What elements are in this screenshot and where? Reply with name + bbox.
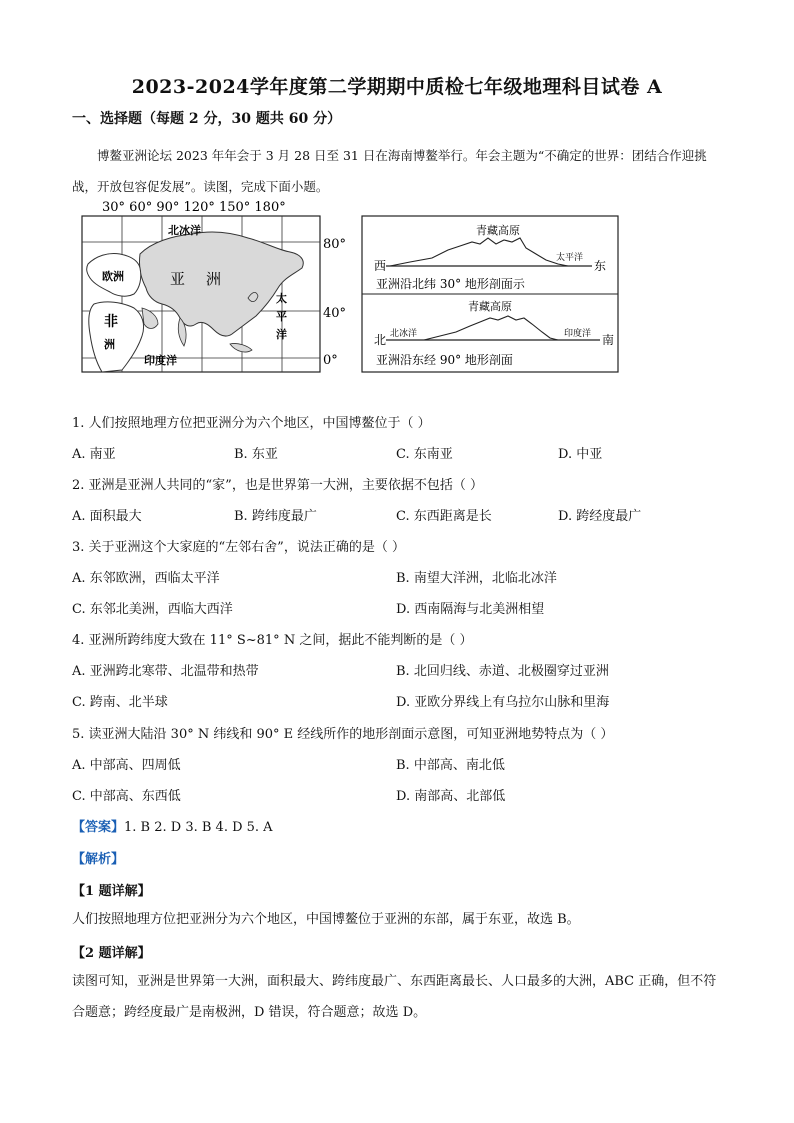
profile2-indian: 印度洋 (564, 329, 592, 339)
question-3-option-d: D. 西南隔海与北美洲相望 (396, 602, 545, 617)
answer-values: 1. B 2. D 3. B 4. D 5. A (124, 820, 273, 835)
page-title: 2023-2024学年度第二学期期中质检七年级地理科目试卷 A (131, 76, 663, 98)
map-label-pacific-b: 平 (276, 310, 287, 323)
detail-2-tag: 【2 题详解】 (72, 946, 151, 961)
intro-paragraph: 博鳌亚洲论坛 2023 年年会于 3 月 28 日至 31 日在海南博鳌举行。年会主题为“不确定的世界：团结合作迎挑战，开放包容促发展”。读图，完成下面小题。 (72, 148, 707, 194)
profile1-west: 西 (374, 259, 387, 273)
map-label-pacific-c: 洋 (276, 328, 287, 341)
analysis-tag: 【解析】 (72, 852, 125, 867)
map-longitude-labels: 30° 60° 90° 120° 150° 180° (102, 200, 286, 215)
profile1-plateau: 青藏高原 (476, 224, 520, 237)
answer-line (72, 816, 273, 835)
figure-map-and-profiles (80, 198, 620, 374)
question-5-option-b: B. 中部高、南北低 (396, 758, 505, 773)
map-label-asia-b: 洲 (206, 270, 222, 288)
profile2-north: 北 (374, 333, 387, 347)
profile2-caption: 亚洲沿东经 90° 地形剖面 (376, 353, 513, 367)
profile1-east: 东 (594, 259, 607, 273)
question-1-option-c: C. 东南亚 (396, 447, 453, 462)
question-5-stem: 5. 读亚洲大陆沿 30° N 纬线和 90° E 经线所作的地形剖面示意图，可知亚洲地势特点为（ ） (72, 727, 614, 742)
question-2-option-b: B. 跨纬度最广 (234, 509, 317, 524)
answer-tag: 【答案】 (72, 820, 125, 835)
section-heading: 一、选择题（每题 2 分，30 题共 60 分） (72, 111, 342, 127)
map-label-africa-b: 洲 (104, 338, 115, 351)
question-5-option-c: C. 中部高、东西低 (72, 789, 181, 804)
asia-map (82, 200, 346, 372)
question-3-option-a: A. 东邻欧洲，西临太平洋 (72, 571, 220, 586)
question-2-stem: 2. 亚洲是亚洲人共同的“家”，也是世界第一大洲，主要依据不包括（ ） (72, 478, 483, 493)
map-label-indian-ocean: 印度洋 (144, 354, 177, 367)
map-lat-80: 80° (323, 237, 347, 252)
question-1-stem: 1. 人们按照地理方位把亚洲分为六个地区，中国博鳌位于（ ） (72, 416, 431, 431)
question-1-option-d: D. 中亚 (558, 447, 603, 462)
profile1-caption: 亚洲沿北纬 30° 地形剖面示 (376, 277, 525, 291)
question-2-option-a: A. 面积最大 (72, 509, 142, 524)
detail-2-text: 读图可知，亚洲是世界第一大洲，面积最大、跨纬度最广、东西距离最长、人口最多的大洲，ABC 正确，但不符合题意；跨经度最广是南极洲，D 错误，符合题意；故选 D。 (72, 974, 717, 1020)
question-5-option-d: D. 南部高、北部低 (396, 789, 506, 804)
map-lat-40: 40° (323, 306, 347, 321)
map-lat-0: 0° (323, 353, 338, 368)
detail-1-text: 人们按照地理方位把亚洲分为六个地区，中国博鳌位于亚洲的东部，属于东亚，故选 B。 (72, 912, 580, 927)
map-label-pacific-a: 太 (276, 292, 287, 305)
question-4-option-b: B. 北回归线、赤道、北极圈穿过亚洲 (396, 664, 609, 679)
question-4-option-d: D. 亚欧分界线上有乌拉尔山脉和里海 (396, 695, 610, 710)
map-label-europe: 欧洲 (102, 270, 124, 283)
question-5-option-a: A. 中部高、四周低 (72, 758, 181, 773)
question-3-stem: 3. 关于亚洲这个大家庭的“左邻右舍”，说法正确的是（ ） (72, 540, 405, 555)
question-1-option-a: A. 南亚 (72, 447, 116, 462)
map-label-asia-a: 亚 (170, 270, 186, 288)
question-4-stem: 4. 亚洲所跨纬度大致在 11° S~81° N 之间，据此不能判断的是（ ） (72, 633, 473, 648)
profile2-south: 南 (602, 333, 615, 347)
profile2-plateau: 青藏高原 (468, 300, 512, 313)
map-label-africa-a: 非 (104, 314, 118, 330)
profile-diagrams (362, 216, 618, 372)
detail-1-tag: 【1 题详解】 (72, 884, 151, 899)
question-3-option-b: B. 南望大洋洲，北临北冰洋 (396, 571, 557, 586)
question-1-option-b: B. 东亚 (234, 447, 278, 462)
question-3-option-c: C. 东邻北美洲，西临大西洋 (72, 602, 233, 617)
question-2-option-d: D. 跨经度最广 (558, 509, 642, 524)
map-label-arctic: 北冰洋 (168, 224, 201, 237)
question-4-option-a: A. 亚洲跨北寒带、北温带和热带 (72, 664, 259, 679)
profile2-arctic: 北冰洋 (390, 329, 418, 339)
question-2-option-c: C. 东西距离是长 (396, 509, 492, 524)
profile1-ocean: 太平洋 (556, 253, 584, 263)
question-4-option-c: C. 跨南、北半球 (72, 695, 168, 710)
